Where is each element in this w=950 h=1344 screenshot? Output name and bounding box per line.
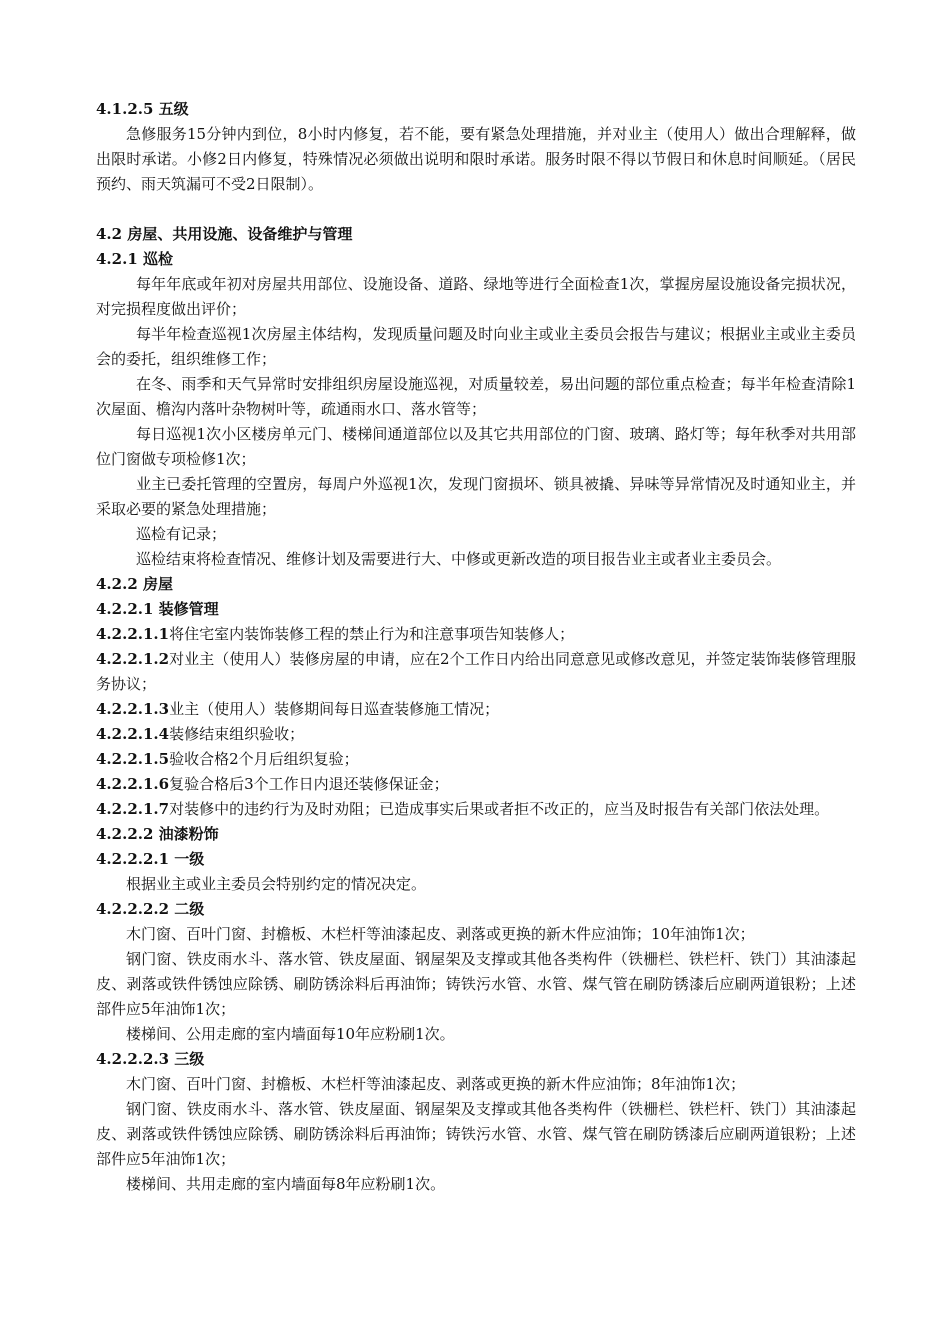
section-heading-4-1-2-5: 4.1.2.5 五级 <box>96 100 189 118</box>
document-page <box>96 97 856 1197</box>
section-heading-4-2-2: 4.2.2 房屋 <box>96 575 173 593</box>
paragraph: 巡检结束将检查情况、维修计划及需要进行大、中修或更新改造的项目报告业主或者业主委员会。 <box>136 550 782 568</box>
item-number: 4.2.2.1.3 <box>96 700 170 718</box>
numbered-item <box>96 747 856 772</box>
item-text: 验收合格2个月后组织复验； <box>169 750 359 768</box>
paragraph: 钢门窗、铁皮雨水斗、落水管、铁皮屋面、钢屋架及支撑或其他各类构件（铁栅栏、铁栏杆、铁门）其油漆起皮、剥落或铁件锈蚀应除锈、刷防锈涂料后再油饰；铸铁污水管、水管、煤气管在刷防锈漆后应刷两道银粉；上述部件应5年油饰1次； <box>96 1100 856 1168</box>
item-text: 对装修中的违约行为及时劝阻；已造成事实后果或者拒不改正的，应当及时报告有关部门依法处理。 <box>169 800 830 818</box>
paragraph: 楼梯间、共用走廊的室内墙面每8年应粉刷1次。 <box>126 1175 446 1193</box>
paragraph: 木门窗、百叶门窗、封檐板、木栏杆等油漆起皮、剥落或更换的新木件应油饰；8年油饰1次； <box>126 1075 746 1093</box>
item-number: 4.2.2.1.4 <box>96 725 170 743</box>
section-heading-4-2-2-2-2: 4.2.2.2.2 二级 <box>96 900 205 918</box>
paragraph: 业主已委托管理的空置房，每周户外巡视1次，发现门窗损坏、锁具被撬、异味等异常情况及时通知业主，并采取必要的紧急处理措施； <box>96 475 856 518</box>
paragraph: 钢门窗、铁皮雨水斗、落水管、铁皮屋面、钢屋架及支撑或其他各类构件（铁栅栏、铁栏杆、铁门）其油漆起皮、剥落或铁件锈蚀应除锈、刷防锈涂料后再油饰；铸铁污水管、水管、煤气管在刷防锈漆后应刷两道银粉；上述部件应5年油饰1次； <box>96 950 856 1018</box>
paragraph: 巡检有记录； <box>136 525 227 543</box>
section-heading-4-2-2-2-1: 4.2.2.2.1 一级 <box>96 850 205 868</box>
section-heading-4-2: 4.2 房屋、共用设施、设备维护与管理 <box>96 225 353 243</box>
item-number: 4.2.2.1.6 <box>96 775 170 793</box>
item-number: 4.2.2.1.7 <box>96 800 170 818</box>
item-text: 对业主（使用人）装修房屋的申请，应在2个工作日内给出同意意见或修改意见，并签定装饰装修管理服务协议； <box>96 650 856 693</box>
paragraph: 每年年底或年初对房屋共用部位、设施设备、道路、绿地等进行全面检查1次，掌握房屋设施设备完损状况，对完损程度做出评价； <box>96 275 856 318</box>
paragraph: 根据业主或业主委员会特别约定的情况决定。 <box>126 875 427 893</box>
paragraph: 每半年检查巡视1次房屋主体结构，发现质量问题及时向业主或业主委员会报告与建议；根据业主或业主委员会的委托，组织维修工作； <box>96 325 856 368</box>
section-heading-4-2-2-1: 4.2.2.1 装修管理 <box>96 600 219 618</box>
numbered-item <box>96 697 856 722</box>
item-number: 4.2.2.1.1 <box>96 625 170 643</box>
numbered-item <box>96 797 856 822</box>
section-heading-4-2-2-2: 4.2.2.2 油漆粉饰 <box>96 825 219 843</box>
numbered-item <box>96 722 856 747</box>
item-text: 装修结束组织验收； <box>169 725 305 743</box>
item-number: 4.2.2.1.5 <box>96 750 170 768</box>
paragraph: 急修服务15分钟内到位，8小时内修复，若不能，要有紧急处理措施，并对业主（使用人）做出合理解释，做出限时承诺。小修2日内修复，特殊情况必须做出说明和限时承诺。服务时限不得以节假日和休息时间顺延。（居民预约、雨天筑漏可不受2日限制）。 <box>96 125 856 193</box>
numbered-item <box>96 622 856 647</box>
item-text: 复验合格后3个工作日内退还装修保证金； <box>169 775 449 793</box>
item-text: 将住宅室内装饰装修工程的禁止行为和注意事项告知装修人； <box>169 625 575 643</box>
paragraph: 楼梯间、公用走廊的室内墙面每10年应粉刷1次。 <box>126 1025 455 1043</box>
numbered-item <box>96 772 856 797</box>
item-number: 4.2.2.1.2 <box>96 650 170 668</box>
paragraph: 每日巡视1次小区楼房单元门、楼梯间通道部位以及其它共用部位的门窗、玻璃、路灯等；每年秋季对共用部位门窗做专项检修1次； <box>96 425 856 468</box>
paragraph: 在冬、雨季和天气异常时安排组织房屋设施巡视，对质量较差，易出问题的部位重点检查；每半年检查清除1次屋面、檐沟内落叶杂物树叶等，疏通雨水口、落水管等； <box>96 375 856 418</box>
numbered-item <box>96 647 856 697</box>
section-heading-4-2-2-2-3: 4.2.2.2.3 三级 <box>96 1050 205 1068</box>
item-text: 业主（使用人）装修期间每日巡查装修施工情况； <box>169 700 500 718</box>
spacer <box>96 197 856 222</box>
section-heading-4-2-1: 4.2.1 巡检 <box>96 250 173 268</box>
paragraph: 木门窗、百叶门窗、封檐板、木栏杆等油漆起皮、剥落或更换的新木件应油饰；10年油饰1次； <box>126 925 755 943</box>
